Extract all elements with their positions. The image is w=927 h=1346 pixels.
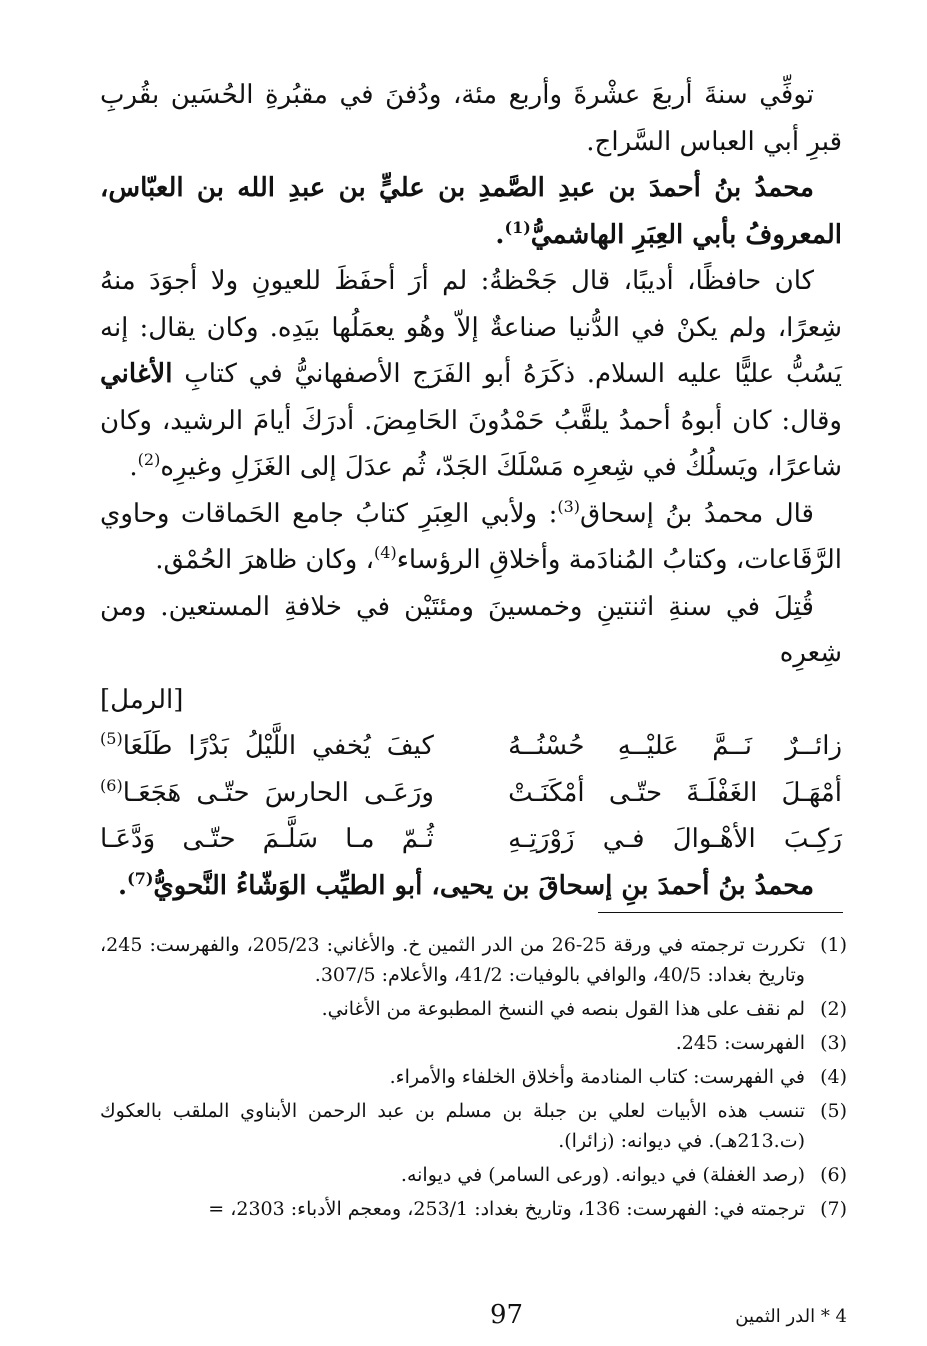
footnote-ref: (5) <box>100 729 123 748</box>
footnote-ref: (3) <box>557 496 581 516</box>
footnote-number: (5) <box>820 1100 847 1122</box>
footnote-ref: (2) <box>137 450 161 469</box>
poem <box>100 723 842 863</box>
paragraph-text: وقال: كان أبوهُ أحمدُ يلقَّبُ حَمْدُونَ الحَامِضَ. أدرَكَ أيامَ الرشيد، وكان شاعرًا، ويَسلُكُ في شِعرِه مَسْلَكَ الجَدّ، ثُم عدَلَ إلى الغَزَلِ وغيرِه <box>100 405 842 482</box>
paragraph-books <box>100 491 842 584</box>
verse-second-hemistich <box>100 723 434 770</box>
page-number: 97 <box>490 1300 524 1330</box>
paragraph-death-note <box>100 72 842 165</box>
paragraph-biography: كان حافظًا، أديبًا، قال جَحْظةُ: لم أرَ أحفَظَ للعيونِ ولا أجوَدَ منهُ شِعرًا، ولم يكنْ في الدُّنيا صناعةٌ إلاّ وهُو يعمَلُها بيَدِه. وكان يقال: إنه يَسُبُّ عليًّا عليه السلام. ذكَرَهُ أبو الفَرَج الأصفهانيُّ في كتابِ الأغاني وقال: كان أبوهُ أحمدُ يلقَّبُ حَمْدُونَ الحَامِضَ. أدرَكَ أيامَ الرشيد، وكان شاعرًا، ويَسلُكُ في شِعرِه مَسْلَكَ الجَدّ، ثُم عدَلَ إلى الغَزَلِ وغيرِه$^{(2)}$. <box>100 266 842 482</box>
footnote-number: (4) <box>820 1066 847 1088</box>
paragraph-death <box>100 584 842 677</box>
footnote-text: لم نقف على هذا القول بنصه في النسخ المطبوعة من الأغاني. <box>321 998 805 1020</box>
footnote-ref: (7) <box>127 868 154 888</box>
footnote-text: تكررت ترجمته في ورقة 25-26 من الدر الثمين خ. والأغاني: 205/23، والفهرست: 245، وتاريخ بغداد: 40/5، والوافي بالوفيات: 41/2، والأعلام: 307/5. <box>100 934 805 986</box>
footnote-ref: (6) <box>100 775 123 795</box>
footnote-text: في الفهرست: كتاب المنادمة وأخلاق الخلفاء والأمراء. <box>389 1066 805 1088</box>
hemistich-text: كيفَ يُخفي اللَّيْلُ بَدْرًا طَلَعَا <box>122 731 434 761</box>
hemistich-text: ورَعَـى الحارسَ حتّـى هَجَعَـا <box>122 777 434 808</box>
footnote-number: (1) <box>820 934 847 956</box>
verse-first-hemistich: رَكِـبَ الأهْـوالَ فـي زَوْرَتِـهِ <box>508 824 842 854</box>
footnote <box>100 994 847 1024</box>
footnote-divider <box>598 912 843 913</box>
footnote-number: (3) <box>820 1032 847 1054</box>
footnote <box>100 930 847 990</box>
footnote <box>100 1096 847 1156</box>
footnote-number: (2) <box>820 998 847 1020</box>
footnote-number: (7) <box>820 1198 847 1220</box>
book-title: الأغاني <box>100 359 173 389</box>
heading-text: محمدُ بنُ أحمدَ بن عبدِ الصَّمدِ بن عليٍّ بن عبدِ الله بن العبّاس، المعروفُ بأبي العِبَرِ الهاشميُّ <box>100 173 842 250</box>
paragraph-text: قُتِلَ في سنةِ اثنتينِ وخمسينَ ومئتَيْن في خلافةِ المستعين. ومن شِعرِه <box>100 591 842 668</box>
paragraph-text: قال محمدُ بنُ إسحاق <box>580 498 814 529</box>
paragraph-text: توفِّي سنةَ أربعَ عشْرةَ وأربع مئة، ودُفنَ في مقبُرةِ الحُسَين بقُربِ قبرِ أبي العباس السَّراج. <box>100 80 842 157</box>
footnote <box>100 1194 847 1224</box>
biography-heading: محمدُ بنُ أحمدَ بن عبدِ الصَّمدِ بن عليٍّ بن عبدِ الله بن العبّاس، المعروفُ بأبي العِبَرِ الهاشميُّ$^{(1)}$. <box>100 173 842 250</box>
footnote-text: الفهرست: 245. <box>675 1032 805 1054</box>
footnote-ref: (1) <box>504 217 531 237</box>
signature-mark: 4 * الدر الثمين <box>735 1306 847 1327</box>
page-footer <box>100 1300 847 1338</box>
verse-second-hemistich: ثُـمّ مـا سَلَّـمَ حتّـى وَدَّعَـا <box>100 824 434 854</box>
footnote-number: (6) <box>820 1164 847 1186</box>
heading-text: محمدُ بنُ أحمدَ بنِ إسحاقَ بن يحيى، أبو الطيِّب الوَشّاءُ النَّحويُّ <box>153 870 814 901</box>
footnote-ref: (4) <box>374 543 397 562</box>
footnote <box>100 1160 847 1190</box>
verse-line <box>100 770 842 817</box>
biography-heading: محمدُ بنُ أحمدَ بنِ إسحاقَ بن يحيى، أبو الطيِّب الوَشّاءُ النَّحويُّ$^{(7)}$. <box>118 868 814 901</box>
verse-first-hemistich: زائــرٌ نَــمَّ عَليْــهِ حُسْنُــهُ <box>508 731 842 761</box>
poetic-metre: [الرمل] <box>100 684 184 715</box>
footnote-text: تنسب هذه الأبيات لعلي بن جبلة بن مسلم بن عبد الرحمن الأبناوي الملقب بالعكوك (ت.213هـ). في ديوانه: (زائرا). <box>100 1100 805 1152</box>
footnote-text: (رصد الغفلة) في ديوانه. (ورعى السامر) في ديوانه. <box>400 1164 805 1186</box>
paragraph-text: : ولأبي العِبَرِ كتابُ جامع الحَماقات وحاوي الرَّقَاعات، وكتابُ المُنادَمة وأخلاقِ الرؤساء <box>100 498 842 575</box>
footnote <box>100 1028 847 1058</box>
verse-line <box>100 816 842 863</box>
verse-second-hemistich <box>100 770 434 817</box>
footnote-text: ترجمته في: الفهرست: 136، وتاريخ بغداد: 253/1، ومعجم الأدباء: 2303، = <box>208 1198 805 1220</box>
verse-first-hemistich: أمْهَـلَ الغَفْلَـةَ حتّـى أمْكَنَـتْ <box>508 777 842 808</box>
paragraph-text: كان حافظًا، أديبًا، قال جَحْظةُ: لم أرَ أحفَظَ للعيونِ ولا أجوَدَ منهُ شِعرًا، ولم يكنْ في الدُّنيا صناعةٌ إلاّ وهُو يعمَلُها بيَدِه. وكان يقال: إنه يَسُبُّ عليًّا عليه السلام. ذكَرَهُ أبو الفَرَج الأصفهانيُّ في كتابِ <box>100 266 842 389</box>
paragraph-text: ، وكان ظاهرَ الحُمْق. <box>155 545 375 575</box>
main-text <box>100 72 842 909</box>
footnote <box>100 1062 847 1092</box>
footnotes <box>100 930 847 1228</box>
verse-line <box>100 723 842 770</box>
